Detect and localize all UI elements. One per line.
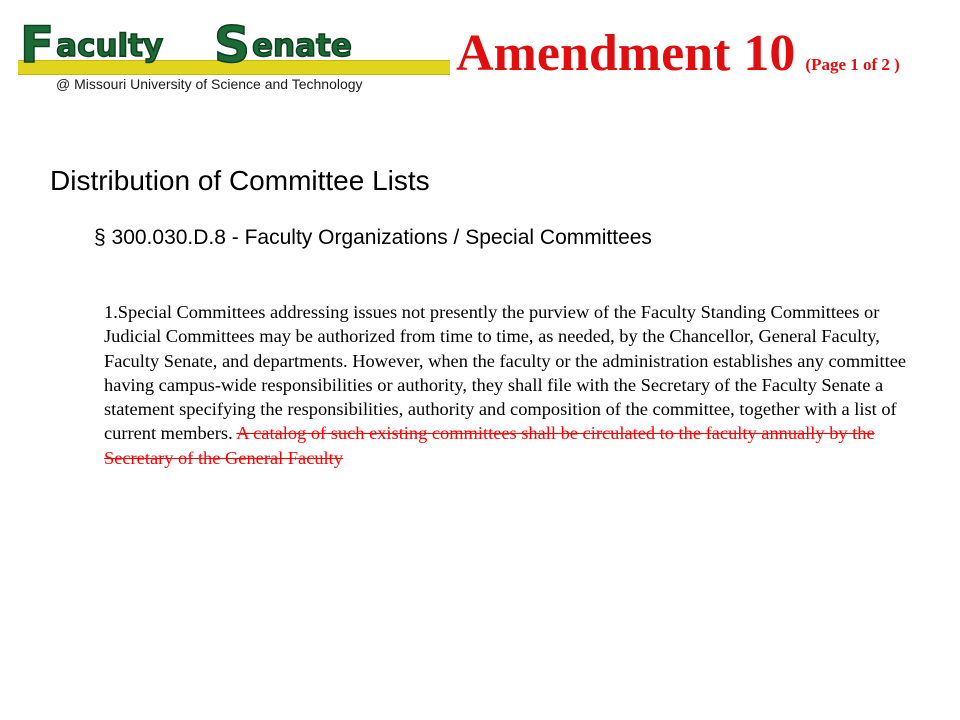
logo-word-senate (214, 10, 352, 72)
logo-text-aculty: aculty (56, 28, 164, 64)
body-paragraph: 1.Special Committees addressing issues not presently the purview of the Faculty Standing Committees or Judicial Committees may be authorized from time to time, as needed, by the Chancellor, General Faculty, Faculty Senate, and departments. However, when the faculty or the administration establishes any committee having campus-wide responsibilities or authority, they shall file with the Secretary of the Faculty Senate a statement specifying the responsibilities, authority and composition of the committee, together with a list of current members. (104, 302, 907, 444)
logo-subtitle: @ Missouri University of Science and Technology (56, 76, 363, 92)
page-indicator: (Page 1 of 2 ) (805, 55, 900, 74)
slide-title: Distribution of Committee Lists (50, 165, 430, 196)
amendment-title: Amendment 10 (456, 25, 796, 82)
amendment-body-text (104, 300, 922, 470)
logo-letter-s: S (214, 16, 251, 74)
logo-word-faculty (20, 10, 163, 72)
logo-text-enate: enate (252, 28, 352, 64)
faculty-senate-logo (18, 10, 458, 102)
section-reference: § 300.030.D.8 - Faculty Organizations / Special Committees (94, 226, 652, 249)
logo-letter-f: F (20, 16, 55, 74)
struck-deleted-text: A catalog of such existing committees shall be circulated to the faculty annually by the Secretary of the General Faculty (104, 423, 875, 468)
amendment-heading (456, 24, 900, 84)
